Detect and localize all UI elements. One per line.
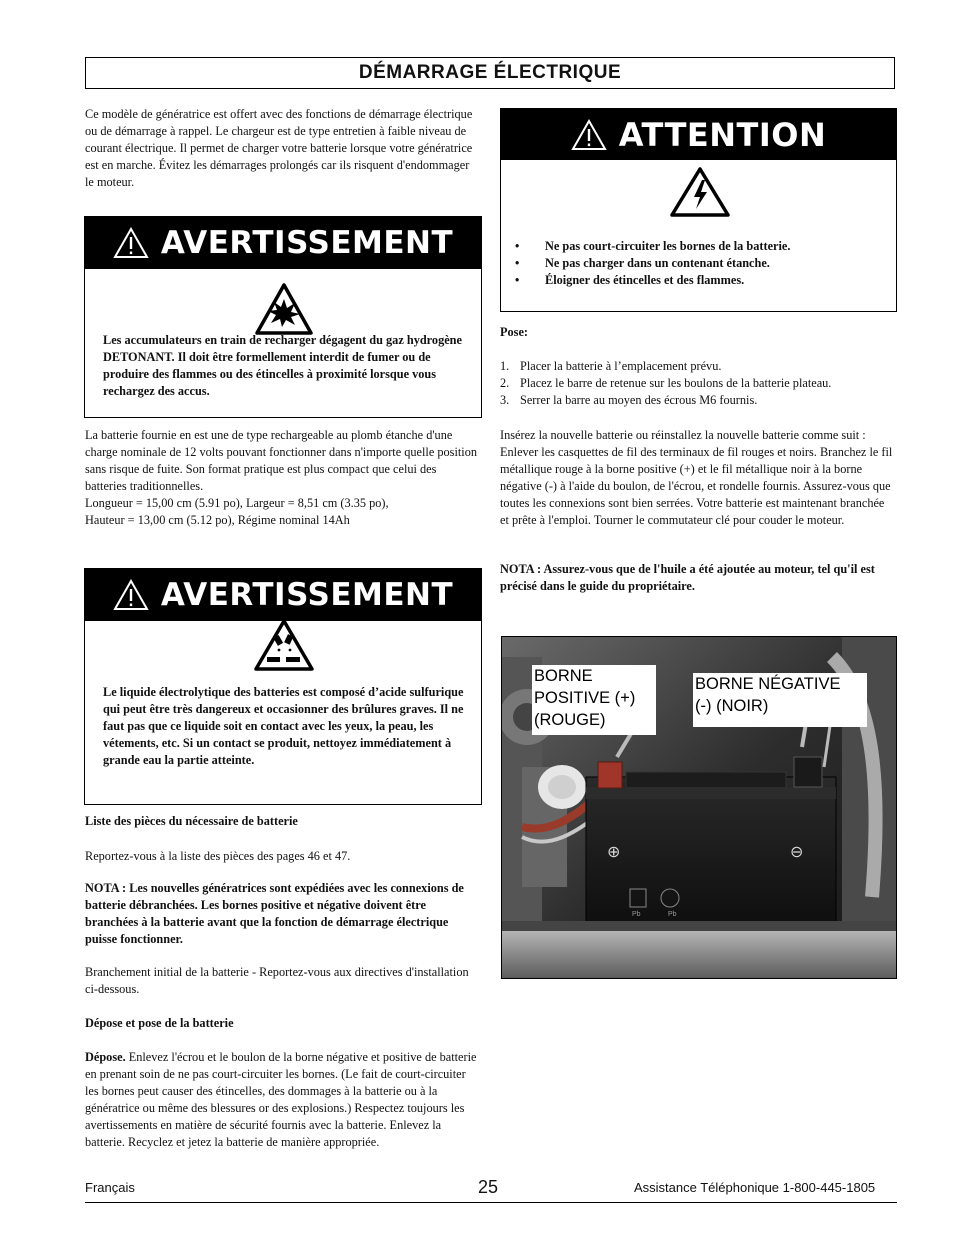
battery-dims-line2: Hauteur = 13,00 cm (5.12 po), Régime nominal 14Ah — [85, 513, 350, 527]
footer-support: Assistance Téléphonique 1-800-445-1805 — [634, 1180, 876, 1195]
warning-label: AVERTISSEMENT — [160, 577, 454, 613]
negative-symbol: ⊖ — [790, 844, 804, 861]
warning-header — [85, 569, 481, 621]
warning-box-electrolyte — [84, 568, 482, 805]
install-step: 3. Serrer la barre au moyen des écrous M6 fournis. — [500, 393, 758, 407]
section-title: DÉMARRAGE ÉLECTRIQUE — [358, 62, 622, 83]
pb-label: Pb — [668, 911, 677, 918]
corrosive-hazard-icon — [253, 619, 315, 671]
attention-label: ATTENTION — [618, 115, 827, 154]
install-step: 1. Placer la batterie à l’emplacement prévu. — [500, 359, 722, 373]
battery-photo — [501, 636, 897, 979]
warning-text: Les accumulateurs en train de recharger dégagent du gaz hydrogène DETONANT. Il doit être formellement interdit de fumer ou de produire des flammes ou des étincelles à proximité lorsque vous rechargez des accus. — [103, 333, 462, 398]
note-prefix: NOTA : — [85, 881, 127, 895]
battery-dims-line1: Longueur = 15,00 cm (5.91 po), Largeur = 8,51 cm (3.35 po), — [85, 496, 389, 510]
install-step: 2. Placez le barre de retenue sur les boulons de la batterie plateau. — [500, 376, 832, 390]
initial-connection-text: Branchement initial de la batterie - Reportez-vous aux directives d'installation ci-dessous. — [85, 965, 469, 996]
pb-label: Pb — [632, 911, 641, 918]
attention-item: • Ne pas court-circuiter les bornes de la batterie. — [515, 239, 791, 253]
warning-label: AVERTISSEMENT — [160, 225, 454, 261]
attention-header — [501, 109, 896, 160]
callout-negative-terminal: BORNE NÉGATIVE (-) (NOIR) — [693, 673, 867, 727]
note-oil — [500, 561, 896, 595]
callout-positive-terminal: BORNE POSITIVE (+) (ROUGE) — [532, 665, 656, 735]
removal-heading: Dépose et pose de la batterie — [85, 1016, 234, 1030]
note-text: Les nouvelles génératrices sont expédiées avec les connexions de batterie débranchées. Les bornes positive et négative doivent être branchées à la batterie avant que la fonction de démarrage électrique puisse fonctionner. — [85, 881, 464, 946]
install-steps — [500, 358, 895, 409]
section-title-box — [85, 57, 895, 89]
attention-list — [501, 238, 891, 289]
removal-label: Dépose. — [85, 1050, 126, 1064]
note-new-generators — [85, 880, 480, 948]
note-text: Assurez-vous que de l'huile a été ajoutée au moteur, tel qu'il est précisé dans le guide du propriétaire. — [500, 562, 875, 593]
page-number: 25 — [478, 1177, 499, 1197]
explosion-hazard-icon — [255, 283, 313, 335]
warning-box-hydrogen — [84, 216, 482, 418]
battery-description — [85, 427, 480, 529]
intro-paragraph: Ce modèle de génératrice est offert avec des fonctions de démarrage électrique ou de démarrage à rappel. Le chargeur est de type entretien à faible niveau de courant électrique. Il permet de charger votre batterie lorsque votre génératrice est en marche. Évitez les démarrages prolongés car ils risquent d'endommager le moteur. — [85, 107, 473, 189]
removal-paragraph — [85, 1049, 480, 1151]
parts-list-text: Reportez-vous à la liste des pièces des pages 46 et 47. — [85, 849, 351, 863]
footer-language: Français — [85, 1180, 135, 1195]
install-heading: Pose: — [500, 325, 528, 339]
footer-rule — [85, 1202, 897, 1203]
battery-desc-text: La batterie fournie en est une de type rechargeable au plomb étanche d'une charge nominale de 12 volts pouvant fonctionner dans n'importe quelle position sans risque de fuite. Son format pratique est plus compact que celui des batteries traditionnelles. — [85, 428, 477, 493]
warning-header — [85, 217, 481, 269]
warning-triangle-icon — [113, 579, 149, 611]
parts-list-heading: Liste des pièces du nécessaire de batterie — [85, 814, 298, 828]
attention-item: • Éloigner des étincelles et des flammes. — [515, 273, 745, 287]
positive-symbol: ⊕ — [607, 844, 621, 861]
attention-item: • Ne pas charger dans un contenant étanche. — [515, 256, 770, 270]
attention-box — [500, 108, 897, 312]
electrical-hazard-icon — [669, 167, 731, 217]
warning-text: Le liquide électrolytique des batteries est composé d’acide sulfurique qui peut être très dangereux et occasionner des brûlures graves. Il ne faut pas que ce liquide soit en contact avec les yeux, la peau, les vétements, etc. Si un contact se produit, nettoyez immédiatement à grande eau la partie atteinte. — [103, 685, 464, 767]
warning-triangle-icon — [571, 119, 607, 151]
removal-text: Enlevez l'écrou et le boulon de la borne négative et positive de batterie en prenant soin de ne pas court-circuiter les bornes. (Le fait de court-circuiter les bornes peut causer des étincelles, des dommages à la batterie ou à la génératrice ou même des blessures or des explosions.) Respectez toujours les avertissements en matière de sécurité fournis avec la batterie. Enlevez la batterie. Recyclez et jetez la batterie de manière appropriée. — [85, 1050, 477, 1149]
install-paragraph: Insérez la nouvelle batterie ou réinstallez la nouvelle batterie comme suit : Enlever les casquettes de fil des terminaux de fil rouges et noirs. Branchez le fil métallique rouge à la borne positive (+) et le fil métallique noir à la borne négative (-) à l'aide du boulon, de l'écrou, et rondelle fournis. Assurez-vous que toutes les connexions sont bien serrées. Votre batterie est maintenant branchée et prête à l'emploi. Tourner le commutateur clé pour couder le moteur. — [500, 428, 893, 527]
warning-triangle-icon — [113, 227, 149, 259]
note-prefix: NOTA : — [500, 562, 542, 576]
